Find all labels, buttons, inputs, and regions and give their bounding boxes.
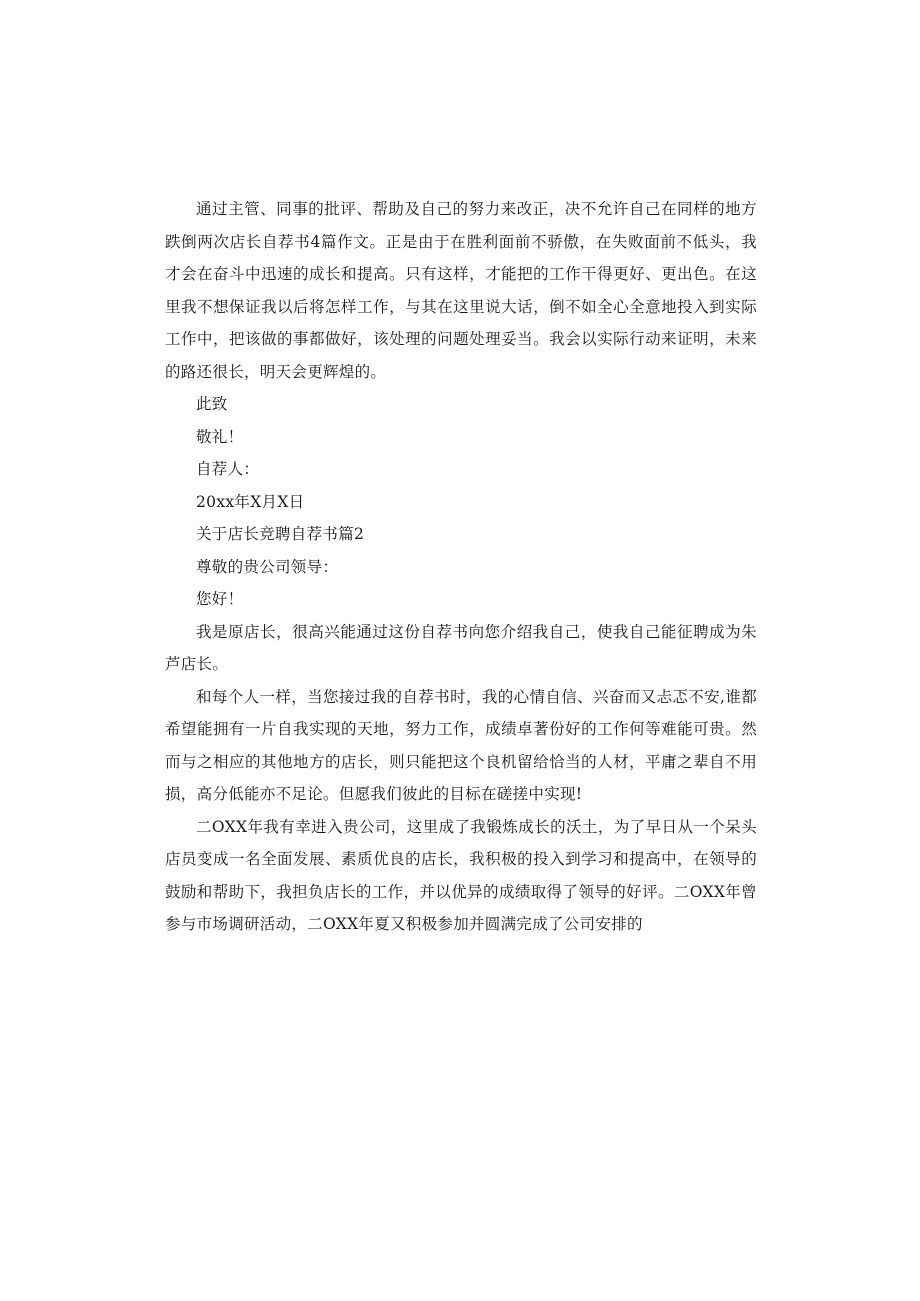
paragraph-feelings: 和每个人一样，当您接过我的自荐书时，我的心情自信、兴奋而又忐忑不安,谁都希望能拥有一片自我实现的天地，努力工作，成绩卓著份好的工作何等难能可贵。然而与之相应的其他地方的店长，则只能把这个良机留给恰当的人材，平庸之辈自不用损，高分低能亦不足论。但愿我们彼此的目标在磋搓中实现!	[165, 687, 757, 803]
greeting-recipient: 尊敬的贵公司领导：	[196, 557, 339, 576]
signer-label: 自荐人：	[196, 460, 260, 478]
section-title: 关于店长竞聘自荐书篇2	[196, 525, 365, 543]
paragraph-self-intro: 我是原店长，很高兴能通过这份自荐书向您介绍我自己，使我自己能征聘成为朱芦店长。	[165, 622, 757, 673]
closing-regards: 敬礼！	[196, 427, 244, 446]
closing-salutation: 此致	[196, 395, 228, 413]
paragraph-experience: 二OXX年我有幸进入贵公司，这里成了我锻炼成长的沃土，为了早日从一个呆头店员变成一名全面发展、素质优良的店长，我积极的投入到学习和提高中，在领导的鼓励和帮助下，我担负店长的工作，并以优异的成绩取得了领导的好评。二OXX年曾参与市场调研活动，二OXX年夏又积极参加并圆满完成了公司安排的	[165, 817, 757, 933]
document-body	[165, 193, 757, 941]
greeting-hello: 您好！	[196, 590, 244, 608]
paragraph-intro: 通过主管、同事的批评、帮助及自己的努力来改正，决不允许自己在同样的地方跌倒两次店长自荐书4篇作文。正是由于在胜利面前不骄傲，在失败面前不低头，我才会在奋斗中迅速的成长和提高。只有这样，才能把的工作干得更好、更出色。在这里我不想保证我以后将怎样工作，与其在这里说大话，倒不如全心全意地投入到实际工作中，把该做的事都做好，该处理的问题处理妥当。我会以实际行动来证明，未来的路还很长，明天会更辉煌的。	[165, 200, 757, 381]
date-line: 20xx年X月X日	[196, 492, 305, 511]
